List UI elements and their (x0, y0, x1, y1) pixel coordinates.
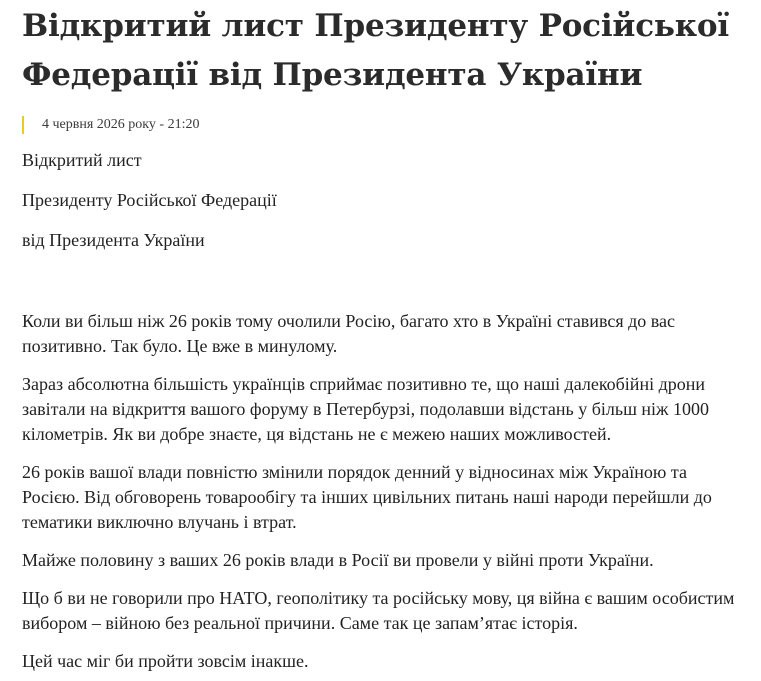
paragraph: Коли ви більш ніж 26 років тому очолили Росію, багато хто в Україні ставився до вас позитивно. Так було. Це вже в минулому. (22, 311, 676, 356)
address-line: від Президента України (22, 230, 205, 250)
paragraph: Що б ви не говорили про НАТО, геополітику та російську мову, ця війна є вашим особистим вибором – війною без реальної причини. Саме так це запам’ятає історія. (22, 588, 735, 633)
article-content (22, 148, 741, 674)
address-line: Відкритий лист (22, 150, 142, 170)
paragraph: Зараз абсолютна більшість українців сприймає позитивно те, що наші далекобійні дрони завітали на відкриття вашого форуму в Петербурзі, подолавши відстань у більш ніж 1000 кілометрів. Як ви добре знаєте, ця відстань не є межею наших можливостей. (22, 374, 709, 444)
article-date: 4 червня 2026 року - 21:20 (42, 117, 200, 132)
paragraph: Майже половину з ваших 26 років влади в Росії ви провели у війні проти України. (22, 550, 654, 570)
paragraph: 26 років вашої влади повністю змінили порядок денний у відносинах між Україною та Росією. Від обговорень товарообігу та інших цивільних питань наші народи перейшли до тематики виключно влучань і втрат. (22, 462, 712, 532)
paragraph: Цей час міг би пройти зовсім інакше. (22, 651, 309, 671)
letter-address (22, 148, 741, 253)
accent-bar (22, 116, 24, 134)
letter-body (22, 309, 741, 674)
address-line: Президенту Російської Федерації (22, 190, 277, 210)
article-title: Відкритий лист Президенту Російської Федерації від Президента України (22, 8, 729, 93)
article-meta (22, 116, 741, 134)
